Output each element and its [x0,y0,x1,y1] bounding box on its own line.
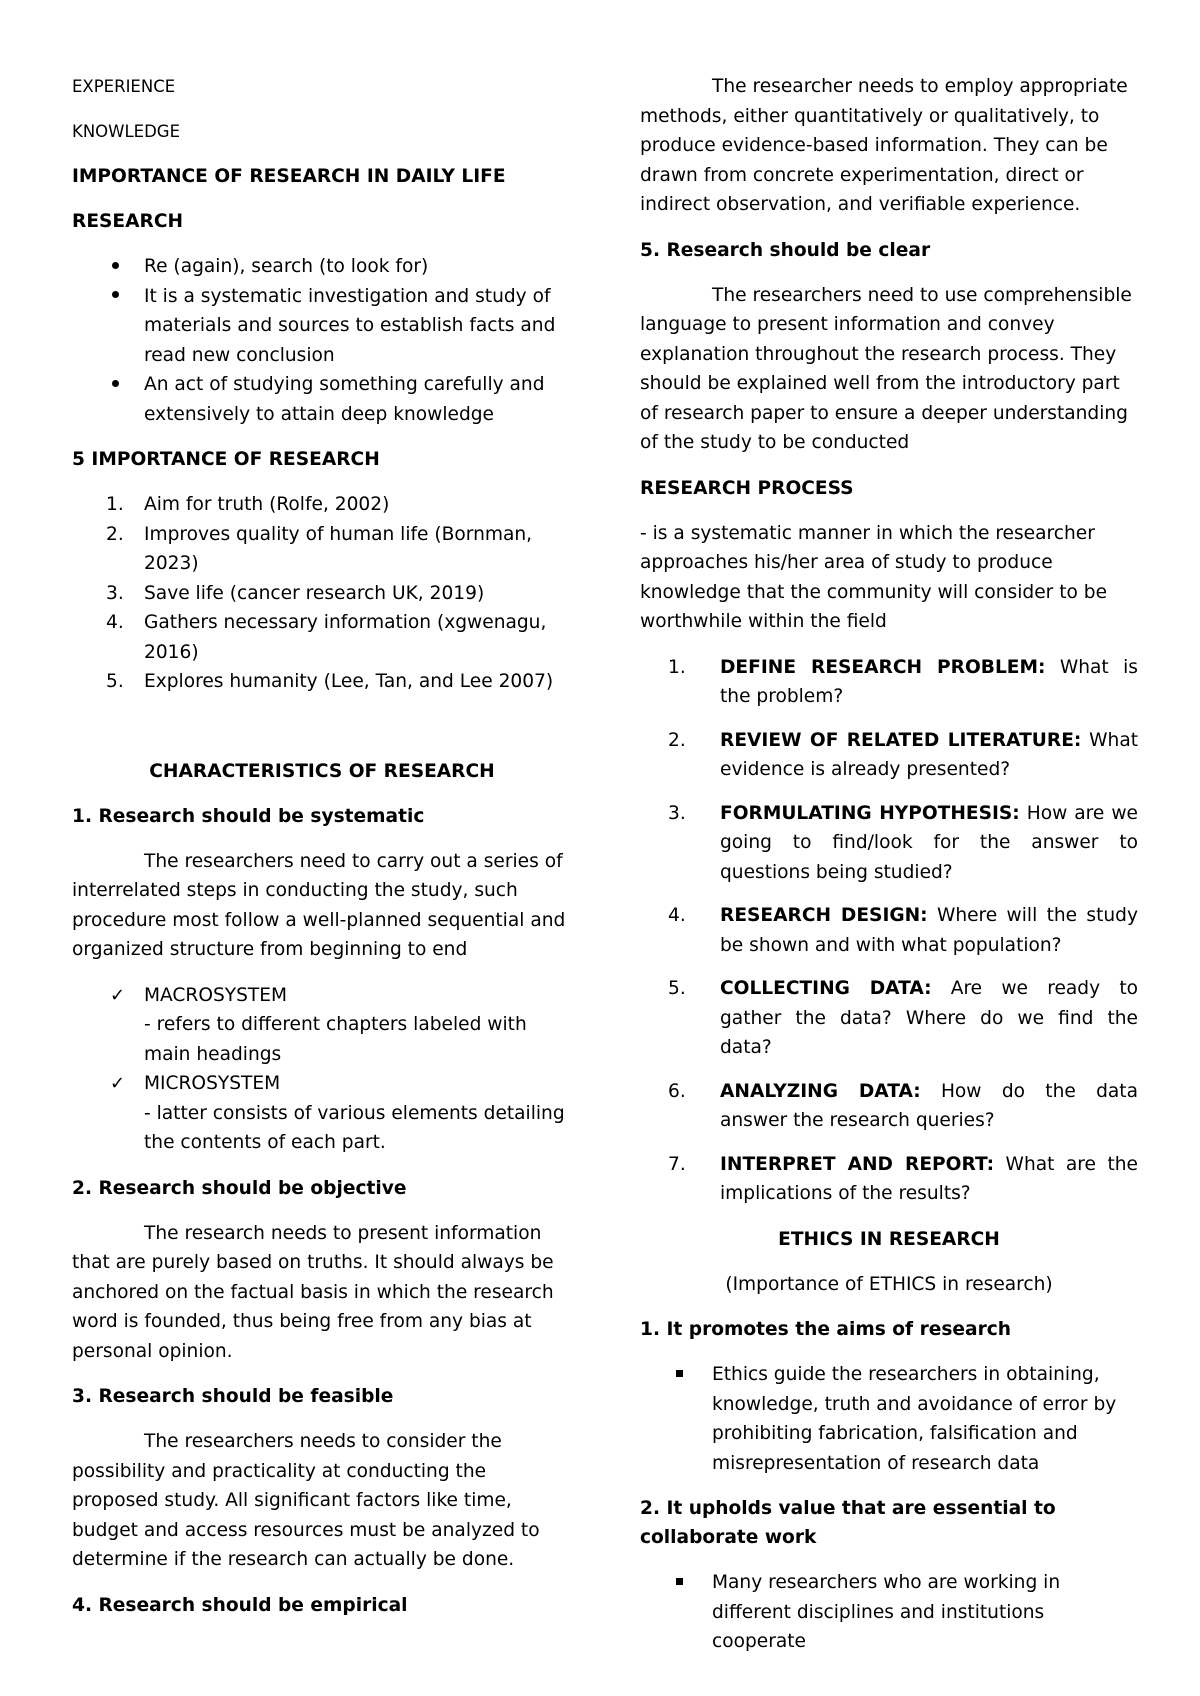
label-knowledge: KNOWLEDGE [72,122,180,141]
process-heading: RESEARCH PROCESS [640,477,854,499]
e1-heading: 1. It promotes the aims of research [640,1319,1012,1340]
list-item: 4. RESEARCH DESIGN: Where will the study be shown and with what population? [668,905,1138,956]
square-bullet-icon [676,1568,683,1598]
list-item: 7. INTERPRET AND REPORT: What are the implications of the results? [668,1153,1138,1204]
list-item: 1. Aim for truth (Rolfe, 2002) [106,494,390,515]
c5-paragraph: The researchers need to use comprehensible language to present information and convey explanation throughout the research process. They should be explained well from the introductory part of research paper to ensure a deeper understanding of the study to be conducted [640,284,1132,453]
bullet-icon [112,282,132,312]
e2-heading: 2. It upholds value that are essential to collaborate work [640,1498,1056,1548]
characteristics-heading: CHARACTERISTICS OF RESEARCH [149,760,495,782]
process-paragraph: - is a systematic manner in which the researcher approaches his/her area of study to produce knowledge that the community will consider to be worthwhile within the field [640,522,1108,632]
left-column [72,72,572,1636]
research-definition-list [72,252,572,429]
c3-heading: 3. Research should be feasible [72,1386,394,1407]
c1-paragraph: The researchers need to carry out a series of interrelated steps in conducting the study, such procedure most follow a well-planned sequential and organized structure from beginning to end [72,850,566,960]
list-item: An act of studying something carefully and extensively to attain deep knowledge [72,370,572,429]
checkmark-icon: ✓ [110,1073,126,1094]
c4-paragraph: The researcher needs to employ appropriate methods, either quantitatively or qualitatively, to produce evidence-based information. They can be drawn from concrete experimentation, direct or indirect observation, and verifiable experience. [640,76,1128,215]
list-item: 5. Explores humanity (Lee, Tan, and Lee 2007) [106,671,554,692]
list-item: 3. FORMULATING HYPOTHESIS: How are we going to find/look for the answer to questions being studied? [668,802,1138,883]
system-checklist [72,981,572,1158]
bullet-icon [112,252,132,282]
e1-list [640,1360,1138,1478]
list-item: 4. Gathers necessary information (xgwenagu, 2016) [106,612,547,663]
list-item: 2. REVIEW OF RELATED LITERATURE: What evidence is already presented? [668,729,1139,780]
c5-heading: 5. Research should be clear [640,239,931,261]
importance-list [72,490,572,697]
label-experience: EXPERIENCE [72,77,176,96]
e2-list [640,1568,1138,1657]
c1-heading: 1. Research should be systematic [72,805,425,827]
ethics-subtitle: (Importance of ETHICS in research) [725,1273,1053,1295]
c2-heading: 2. Research should be objective [72,1177,407,1199]
list-item: 5. COLLECTING DATA: Are we ready to gather the data? Where do we find the data? [668,978,1138,1058]
list-item: ✓ MACROSYSTEM - refers to different chapters labeled with main headings [72,981,572,1070]
list-item: 2. Improves quality of human life (Bornman, 2023) [106,523,533,574]
list-item: Re (again), search (to look for) [72,252,572,282]
c3-paragraph: The researchers needs to consider the possibility and practicality at conducting the proposed study. All significant factors like time, budget and access resources must be analyzed to determine if the research can actually be done. [72,1431,540,1570]
right-column [640,72,1138,1673]
list-item: 3. Save life (cancer research UK, 2019) [106,582,485,604]
list-item: Many researchers who are working in different disciplines and institutions cooperate [640,1568,1138,1657]
importance-heading: 5 IMPORTANCE OF RESEARCH [72,449,380,470]
list-item: 6. ANALYZING DATA: How do the data answer the research queries? [668,1080,1138,1131]
square-bullet-icon [676,1360,683,1390]
page-title: IMPORTANCE OF RESEARCH IN DAILY LIFE [72,166,506,187]
research-heading: RESEARCH [72,211,184,232]
ethics-heading: ETHICS IN RESEARCH [778,1228,1000,1250]
list-item: Ethics guide the researchers in obtaining, knowledge, truth and avoidance of error by prohibiting fabrication, falsification and misrepresentation of research data [640,1360,1138,1478]
process-steps-list [640,653,1138,1209]
c2-paragraph: The research needs to present information that are purely based on truths. It should always be anchored on the factual basis in which the research word is founded, thus being free from any bias at personal opinion. [72,1222,554,1362]
checkmark-icon: ✓ [110,984,126,1006]
list-item: It is a systematic investigation and study of materials and sources to establish facts and read new conclusion [72,282,572,371]
list-item: 1. DEFINE RESEARCH PROBLEM: What is the problem? [668,656,1138,707]
bullet-icon [112,370,132,400]
c4-heading: 4. Research should be empirical [72,1594,408,1616]
list-item: ✓ MICROSYSTEM - latter consists of various elements detailing the contents of each part. [72,1069,572,1158]
